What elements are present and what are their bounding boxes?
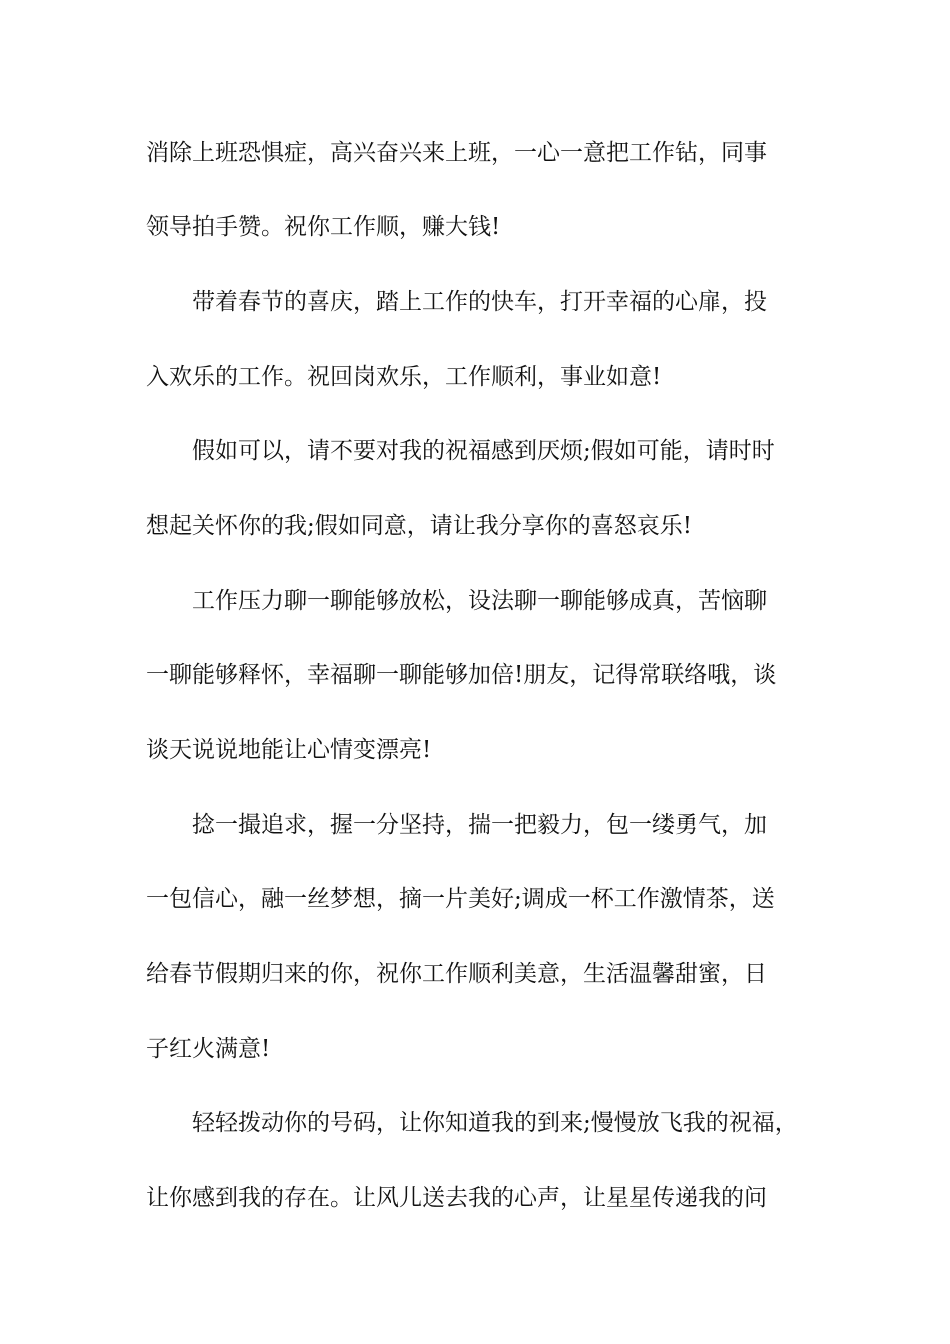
paragraph-first-line: 捻一撮追求，握一分坚持，揣一把毅力，包一缕勇气，加: [192, 812, 767, 838]
text-line: 想起关怀你的我;假如同意，请让我分享你的喜怒哀乐!: [146, 513, 692, 539]
text-line: 给春节假期归来的你，祝你工作顺利美意，生活温馨甜蜜，日: [146, 961, 767, 987]
paragraph-first-line: 假如可以，请不要对我的祝福感到厌烦;假如可能，请时时: [192, 438, 775, 464]
text-line: 一包信心，融一丝梦想，摘一片美好;调成一杯工作激情茶，送: [146, 886, 775, 912]
paragraph-first-line: 轻轻拨动你的号码，让你知道我的到来;慢慢放飞我的祝福，: [192, 1110, 798, 1136]
text-line: 谈天说说地能让心情变漂亮!: [146, 737, 432, 763]
paragraph-first-line: 带着春节的喜庆，踏上工作的快车，打开幸福的心扉，投: [192, 289, 767, 315]
text-line: 领导拍手赞。祝你工作顺，赚大钱!: [146, 214, 501, 240]
text-line: 让你感到我的存在。让风儿送去我的心声，让星星传递我的问: [146, 1185, 767, 1211]
text-line: 一聊能够释怀，幸福聊一聊能够加倍!朋友，记得常联络哦，谈: [146, 662, 777, 688]
text-line: 入欢乐的工作。祝回岗欢乐，工作顺利，事业如意!: [146, 364, 662, 390]
text-line: 子红火满意!: [146, 1036, 271, 1062]
paragraph-first-line: 工作压力聊一聊能够放松，设法聊一聊能够成真，苦恼聊: [192, 588, 767, 614]
text-line: 消除上班恐惧症，高兴奋兴来上班，一心一意把工作钻，同事: [146, 140, 767, 166]
